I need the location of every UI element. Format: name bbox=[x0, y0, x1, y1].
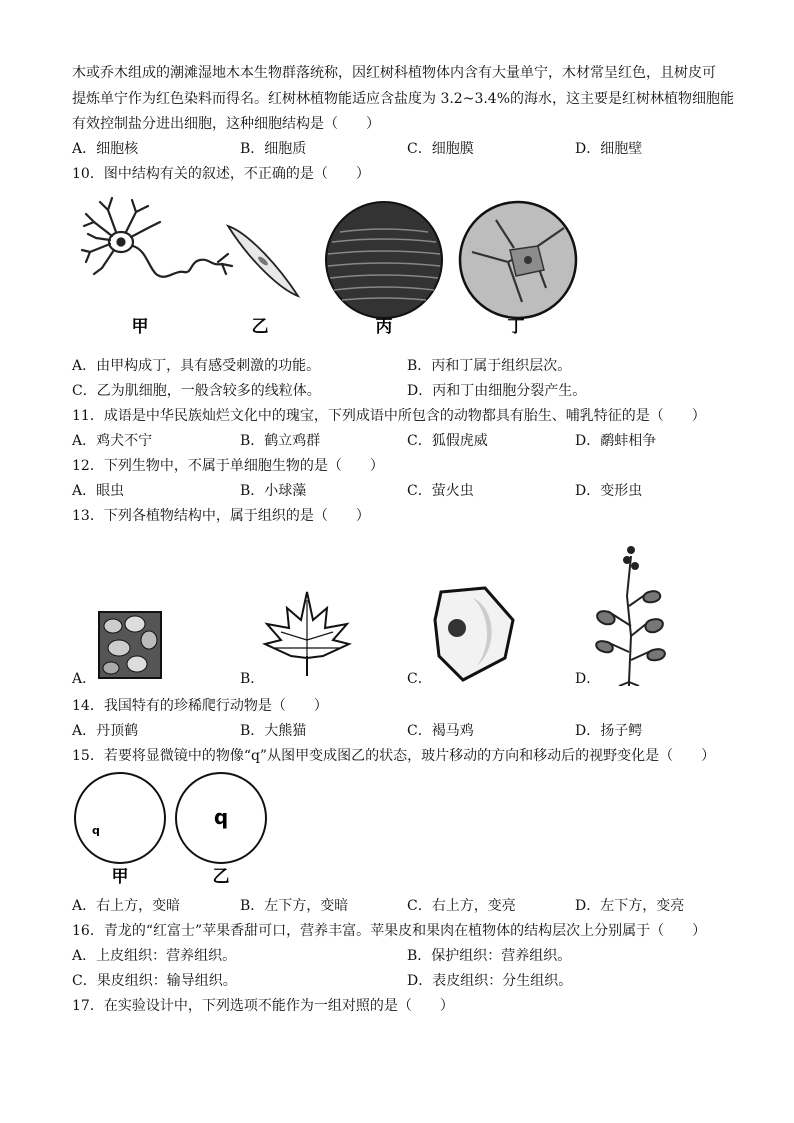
field-of-view-jia bbox=[75, 773, 165, 863]
q14-stem: 14．我国特有的珍稀爬行动物是（ ） bbox=[72, 698, 328, 714]
whole-plant-image bbox=[596, 547, 665, 686]
q16-stem: 16．青龙的“红富士”苹果香甜可口，营养丰富。苹果皮和果肉在植物体的结构层次上分别属于（ ） bbox=[72, 923, 707, 939]
q10-label-ding: 丁 bbox=[507, 317, 525, 337]
q15-label-jia: 甲 bbox=[111, 867, 129, 887]
q15-option-b[interactable]: B．左下方，变暗 bbox=[240, 898, 349, 914]
q13-option-a[interactable]: A． bbox=[72, 671, 97, 687]
q15-small-q: q bbox=[92, 824, 100, 837]
muscle-tissue-image bbox=[326, 202, 442, 318]
q15-option-c[interactable]: C．右上方，变亮 bbox=[407, 898, 516, 914]
q10-stem: 10．图中结构有关的叙述，不正确的是（ ） bbox=[72, 166, 370, 182]
q11-option-a[interactable]: A．鸡犬不宁 bbox=[72, 433, 153, 449]
q14-option-a[interactable]: A．丹顶鹤 bbox=[72, 723, 139, 739]
q16-option-b[interactable]: B．保护组织：营养组织。 bbox=[407, 948, 572, 964]
q14-option-c[interactable]: C．褐马鸡 bbox=[407, 723, 474, 739]
q11-option-c[interactable]: C．狐假虎威 bbox=[407, 433, 488, 449]
q10-option-c[interactable]: C．乙为肌细胞，一般含较多的线粒体。 bbox=[72, 383, 321, 399]
q12-stem: 12．下列生物中，不属于单细胞生物的是（ ） bbox=[72, 458, 384, 474]
q12-option-a[interactable]: A．眼虫 bbox=[72, 483, 125, 499]
q13-option-d[interactable]: D． bbox=[575, 671, 601, 687]
q15-figure bbox=[74, 772, 274, 888]
q9-option-a[interactable]: A．细胞核 bbox=[72, 141, 139, 157]
q10-option-d[interactable]: D．丙和丁由细胞分裂产生。 bbox=[407, 383, 587, 399]
q15-label-yi: 乙 bbox=[212, 867, 230, 887]
plant-cell-image bbox=[435, 588, 513, 680]
q13-stem: 13．下列各植物结构中，属于组织的是（ ） bbox=[72, 508, 370, 524]
q13-option-b[interactable]: B． bbox=[240, 671, 265, 687]
q14-option-b[interactable]: B．大熊猫 bbox=[240, 723, 307, 739]
intro-line-3: 有效控制盐分进出细胞，这种细胞结构是（ ） bbox=[72, 116, 380, 132]
q12-option-d[interactable]: D．变形虫 bbox=[575, 483, 643, 499]
q13-figure bbox=[95, 536, 695, 686]
q10-figure bbox=[76, 192, 586, 342]
q15-option-d[interactable]: D．左下方，变亮 bbox=[575, 898, 685, 914]
q11-option-d[interactable]: D．鹬蚌相争 bbox=[575, 433, 657, 449]
q16-option-a[interactable]: A．上皮组织：营养组织。 bbox=[72, 948, 237, 964]
q9-option-c[interactable]: C．细胞膜 bbox=[407, 141, 474, 157]
nerve-tissue-image bbox=[460, 202, 576, 318]
q10-option-a[interactable]: A．由甲构成丁，具有感受刺激的功能。 bbox=[72, 358, 321, 374]
q11-option-b[interactable]: B．鹤立鸡群 bbox=[240, 433, 321, 449]
q15-option-a[interactable]: A．右上方，变暗 bbox=[72, 898, 181, 914]
muscle-cell-image bbox=[228, 226, 298, 296]
q10-option-b[interactable]: B．丙和丁属于组织层次。 bbox=[407, 358, 572, 374]
tissue-block-image bbox=[99, 612, 161, 678]
intro-line-2: 提炼单宁作为红色染料而得名。红树林植物能适应含盐度为 3.2~3.4%的海水，这主要是红树林植物细胞能 bbox=[72, 91, 735, 107]
q15-large-q: q bbox=[213, 805, 229, 829]
q9-option-d[interactable]: D．细胞壁 bbox=[575, 141, 643, 157]
q15-stem: 15．若要将显微镜中的物像“q”从图甲变成图乙的状态，玻片移动的方向和移动后的视野变化是（ ） bbox=[72, 748, 716, 764]
q17-stem: 17．在实验设计中，下列选项不能作为一组对照的是（ ） bbox=[72, 998, 454, 1014]
q16-option-d[interactable]: D．表皮组织：分生组织。 bbox=[407, 973, 573, 989]
q10-label-bing: 丙 bbox=[375, 317, 393, 337]
leaf-image bbox=[265, 592, 349, 676]
q11-stem: 11．成语是中华民族灿烂文化中的瑰宝，下列成语中所包含的动物都具有胎生、哺乳特征的是（ ） bbox=[72, 408, 706, 424]
q14-option-d[interactable]: D．扬子鳄 bbox=[575, 723, 643, 739]
q12-option-b[interactable]: B．小球藻 bbox=[240, 483, 307, 499]
q13-option-c[interactable]: C． bbox=[407, 671, 432, 687]
q10-label-yi: 乙 bbox=[251, 317, 269, 337]
q9-option-b[interactable]: B．细胞质 bbox=[240, 141, 307, 157]
intro-line-1: 木或乔木组成的潮滩湿地木本生物群落统称，因红树科植物体内含有大量单宁，木材常呈红色，且树皮可 bbox=[72, 65, 716, 81]
q16-option-c[interactable]: C．果皮组织：输导组织。 bbox=[72, 973, 237, 989]
q12-option-c[interactable]: C．萤火虫 bbox=[407, 483, 474, 499]
q10-label-jia: 甲 bbox=[131, 317, 149, 337]
neuron-image bbox=[82, 198, 232, 277]
